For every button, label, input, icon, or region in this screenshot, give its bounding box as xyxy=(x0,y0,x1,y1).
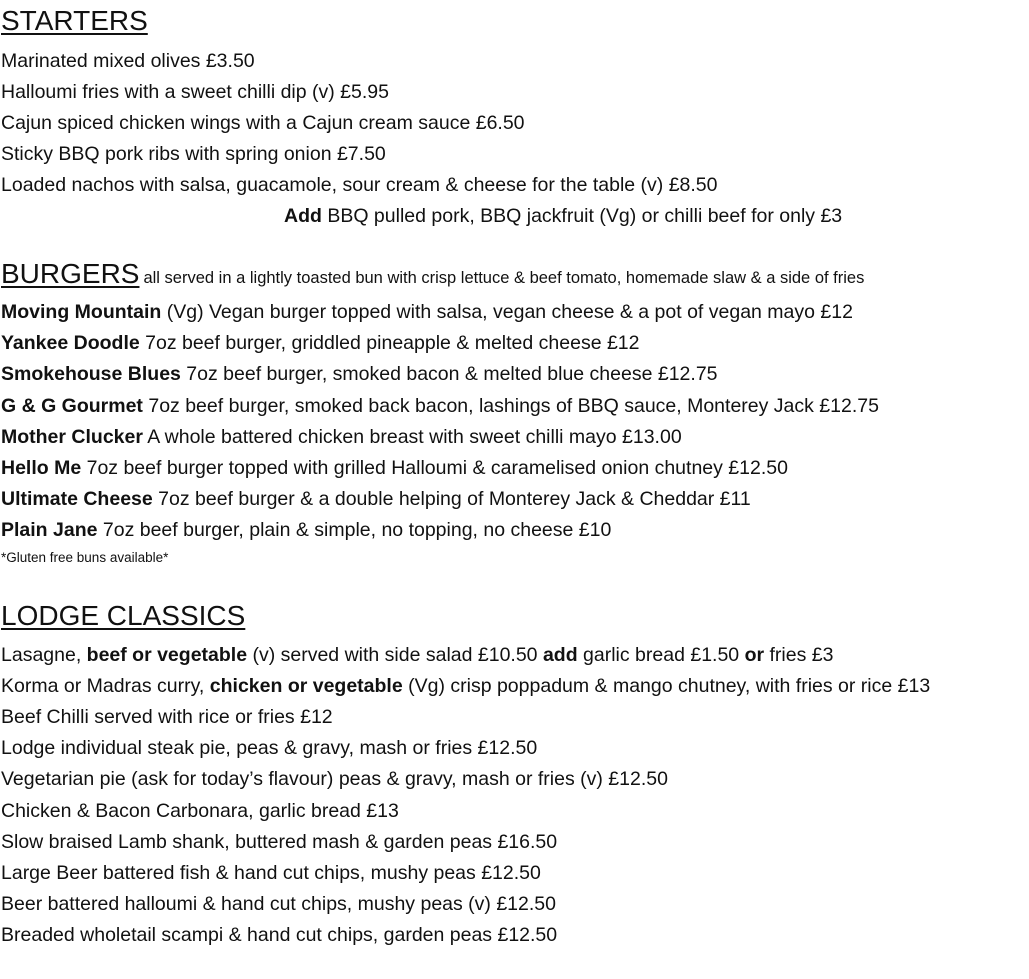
starter-item: Sticky BBQ pork ribs with spring onion £7.50 xyxy=(1,143,386,165)
burger-item xyxy=(1,361,718,387)
burger-desc: 7oz beef burger, griddled pineapple & melted cheese £12 xyxy=(139,332,640,354)
text-run: Lasagne, xyxy=(1,644,87,666)
starter-item: Halloumi fries with a sweet chilli dip (v) £5.95 xyxy=(1,81,389,103)
burger-name: Yankee Doodle xyxy=(1,332,140,354)
burger-item xyxy=(1,393,879,419)
starter-item: Cajun spiced chicken wings with a Cajun cream sauce £6.50 xyxy=(1,112,525,134)
burger-desc: 7oz beef burger, smoked back bacon, lashings of BBQ sauce, Monterey Jack £12.75 xyxy=(142,395,879,417)
text-run-bold: add xyxy=(542,644,578,666)
text-run-bold: or xyxy=(744,644,765,666)
text-run: Korma or Madras curry, xyxy=(1,675,210,697)
classic-item: Beef Chilli served with rice or fries £12 xyxy=(1,706,333,728)
classic-item: Large Beer battered fish & hand cut chips, mushy peas £12.50 xyxy=(1,862,541,884)
classic-item: Beer battered halloumi & hand cut chips, mushy peas (v) £12.50 xyxy=(1,893,556,915)
burger-item xyxy=(1,424,682,450)
burger-item xyxy=(1,330,640,356)
text-run: garlic bread £1.50 xyxy=(577,644,745,666)
starter-item: Loaded nachos with salsa, guacamole, sour cream & cheese for the table (v) £8.50 xyxy=(1,174,718,196)
burger-item xyxy=(1,517,611,543)
classic-item-lasagne xyxy=(1,642,833,668)
gluten-free-note: *Gluten free buns available* xyxy=(1,550,169,565)
classics-heading: LODGE CLASSICS xyxy=(1,600,246,631)
burger-name: Mother Clucker xyxy=(1,426,143,448)
text-run-bold: chicken or vegetable xyxy=(209,675,403,697)
burger-name: Hello Me xyxy=(1,457,82,479)
starter-item: Marinated mixed olives £3.50 xyxy=(1,50,255,72)
burger-item xyxy=(1,455,788,481)
classic-item-curry xyxy=(1,673,930,699)
burger-desc: 7oz beef burger, smoked bacon & melted blue cheese £12.75 xyxy=(180,363,718,385)
starters-heading: STARTERS xyxy=(1,5,148,36)
classic-item: Slow braised Lamb shank, buttered mash & garden peas £16.50 xyxy=(1,831,558,853)
burger-desc: (Vg) Vegan burger topped with salsa, vegan cheese & a pot of vegan mayo £12 xyxy=(161,301,853,323)
text-run: (Vg) crisp poppadum & mango chutney, with fries or rice £13 xyxy=(402,675,931,697)
classic-item: Vegetarian pie (ask for today’s flavour) peas & gravy, mash or fries (v) £12.50 xyxy=(1,768,668,790)
burger-name: Plain Jane xyxy=(1,519,98,541)
burger-item xyxy=(1,486,751,512)
addon-label: Add xyxy=(284,205,322,227)
classic-item: Chicken & Bacon Carbonara, garlic bread £13 xyxy=(1,800,399,822)
burger-desc: 7oz beef burger, plain & simple, no topping, no cheese £10 xyxy=(97,519,612,541)
burger-desc: 7oz beef burger & a double helping of Monterey Jack & Cheddar £11 xyxy=(152,488,751,510)
burger-name: Smokehouse Blues xyxy=(1,363,181,385)
burger-item xyxy=(1,299,853,325)
text-run: (v) served with side salad £10.50 xyxy=(247,644,543,666)
burger-name: Moving Mountain xyxy=(1,301,162,323)
text-run: fries £3 xyxy=(764,644,834,666)
classic-item: Lodge individual steak pie, peas & gravy, mash or fries £12.50 xyxy=(1,737,538,759)
burger-name: G & G Gourmet xyxy=(1,395,143,417)
classic-item: Breaded wholetail scampi & hand cut chips, garden peas £12.50 xyxy=(1,924,558,946)
burgers-note: all served in a lightly toasted bun with crisp lettuce & beef tomato, homemade slaw & a side of fries xyxy=(143,269,865,287)
addon-text: BBQ pulled pork, BBQ jackfruit (Vg) or chilli beef for only £3 xyxy=(321,205,843,227)
burger-desc: A whole battered chicken breast with sweet chilli mayo £13.00 xyxy=(142,426,682,448)
burger-name: Ultimate Cheese xyxy=(1,488,153,510)
burger-desc: 7oz beef burger topped with grilled Halloumi & caramelised onion chutney £12.50 xyxy=(81,457,788,479)
text-run-bold: beef or vegetable xyxy=(86,644,248,666)
burgers-heading-row xyxy=(1,258,864,294)
starter-addon xyxy=(284,203,842,229)
burgers-heading: BURGERS xyxy=(1,258,140,289)
